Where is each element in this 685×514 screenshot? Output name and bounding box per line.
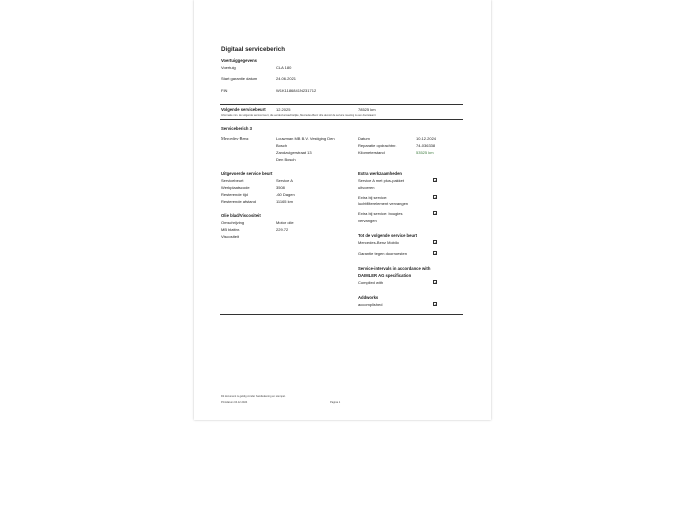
extra-item-text: uitvoeren — [358, 185, 375, 190]
extra-item-text: Extra bij service: — [358, 195, 388, 200]
footer-page-number: Pagina 1 — [330, 401, 341, 404]
mb-sheet-label: MB blattnr. — [221, 227, 241, 232]
dealer-line: Bosch — [276, 143, 288, 148]
dealer-line: Louwman MB B.V. Vestiging Den — [276, 136, 335, 141]
remaining-distance-label: Resterende afstand — [221, 199, 256, 204]
checkbox-checked-icon: ✓ — [434, 211, 438, 216]
rust-warranty-label: Garantie tegen doorroesten — [358, 251, 407, 256]
report-date-label: Datum — [358, 136, 370, 141]
report-heading: Serviceberich 3 — [221, 126, 252, 131]
next-service-heading: Volgende servicebeurt — [221, 107, 266, 112]
checkbox-checked-icon: ✓ — [434, 251, 438, 256]
report-date-value: 10.12.2024 — [416, 136, 437, 141]
remaining-distance-value: 11165 km — [276, 199, 293, 204]
footer-disclaimer: Dit document is geldig zonder handtekening en stempel. — [221, 395, 286, 398]
accomplished-label: accomplished — [358, 302, 383, 307]
document-title: Digitaal serviceberich — [221, 46, 285, 53]
mercedes-benz-logo: Mercedes-Benz — [221, 136, 249, 141]
divider — [220, 314, 463, 315]
checkbox-checked-icon: ✓ — [434, 240, 438, 245]
dealer-line: Zandzuigerstraat 13 — [276, 150, 312, 155]
fin-value: W1K1186841N231712 — [276, 88, 317, 93]
vehicle-label: Voertuig — [221, 65, 236, 70]
remaining-time-value: -60 Dagen — [276, 192, 295, 197]
performed-heading: Uitgevoerde service beurt — [221, 171, 273, 176]
checkbox-checked-icon: ✓ — [434, 280, 438, 285]
mb-sheet-value: 229.72 — [276, 227, 289, 232]
remaining-time-label: Resterende tijd — [221, 192, 248, 197]
dealer-line: Den Bosch — [276, 157, 296, 162]
complied-label: Complied with — [358, 280, 384, 285]
repair-order-label: Reparatie opdrachtnr. — [358, 143, 397, 148]
service-type-value: Service A — [276, 178, 293, 183]
checkbox-checked-icon: ✓ — [434, 302, 438, 307]
extra-heading: Extra werkzaamheden — [358, 171, 402, 176]
extra-item-text: Service A met plus-pakket — [358, 178, 405, 183]
until-next-heading: Tot de volgende service beurt — [358, 233, 418, 238]
repair-order-value: 74-036338 — [416, 143, 436, 148]
divider — [220, 119, 463, 120]
extra-item-text: luchtfilterelement vervangen — [358, 201, 409, 206]
checkbox-checked-icon: ✓ — [434, 195, 438, 200]
divider — [220, 104, 463, 105]
mobilo-label: Mercedes-Benz Mobilo — [358, 240, 399, 245]
oil-description-value: Motor olie — [276, 220, 294, 225]
oil-description-label: Omschrijving — [221, 220, 245, 225]
addworks-heading: Addworks — [358, 295, 379, 300]
warranty-start-label: Start garantie datum — [221, 76, 258, 81]
extra-item-text: vervangen — [358, 218, 377, 223]
footer-printdate: Printdatum 04.12.2024 — [221, 401, 248, 404]
next-service-note: Informatie min. de volgende service beurt, die eerder/verwachtelijke, Mercedes-Benz drie alvoorl de service meeting is een doorstaanrt — [221, 114, 376, 117]
extra-item-text: Extra bij service: bougies — [358, 211, 403, 216]
mileage-label: Kilometerstand — [358, 150, 385, 155]
viscosity-label: Viscositeit — [221, 234, 239, 239]
mileage-value: 53525 km — [416, 150, 434, 155]
workshop-code-label: Werkplaatscode — [221, 185, 250, 190]
vehicle-value: CLA 180 — [276, 65, 292, 70]
warranty-start-value: 24.06.2021 — [276, 76, 297, 81]
next-service-date: 12.2025 — [276, 107, 291, 112]
oil-heading: Olie blad/Viscositeit — [221, 213, 261, 218]
next-service-km: 78525 km — [358, 107, 376, 112]
intervals-heading: Service-intervals in accordance with — [358, 266, 431, 271]
service-type-label: Servicebeurt — [221, 178, 244, 183]
vehicle-heading: Voertuiggegevens — [221, 58, 257, 63]
workshop-code-value: 3508 — [276, 185, 285, 190]
intervals-heading: DAIMLER AG specification — [358, 273, 412, 278]
fin-label: FIN — [221, 88, 228, 93]
checkbox-checked-icon: ✓ — [434, 178, 438, 183]
document-page — [194, 0, 491, 420]
